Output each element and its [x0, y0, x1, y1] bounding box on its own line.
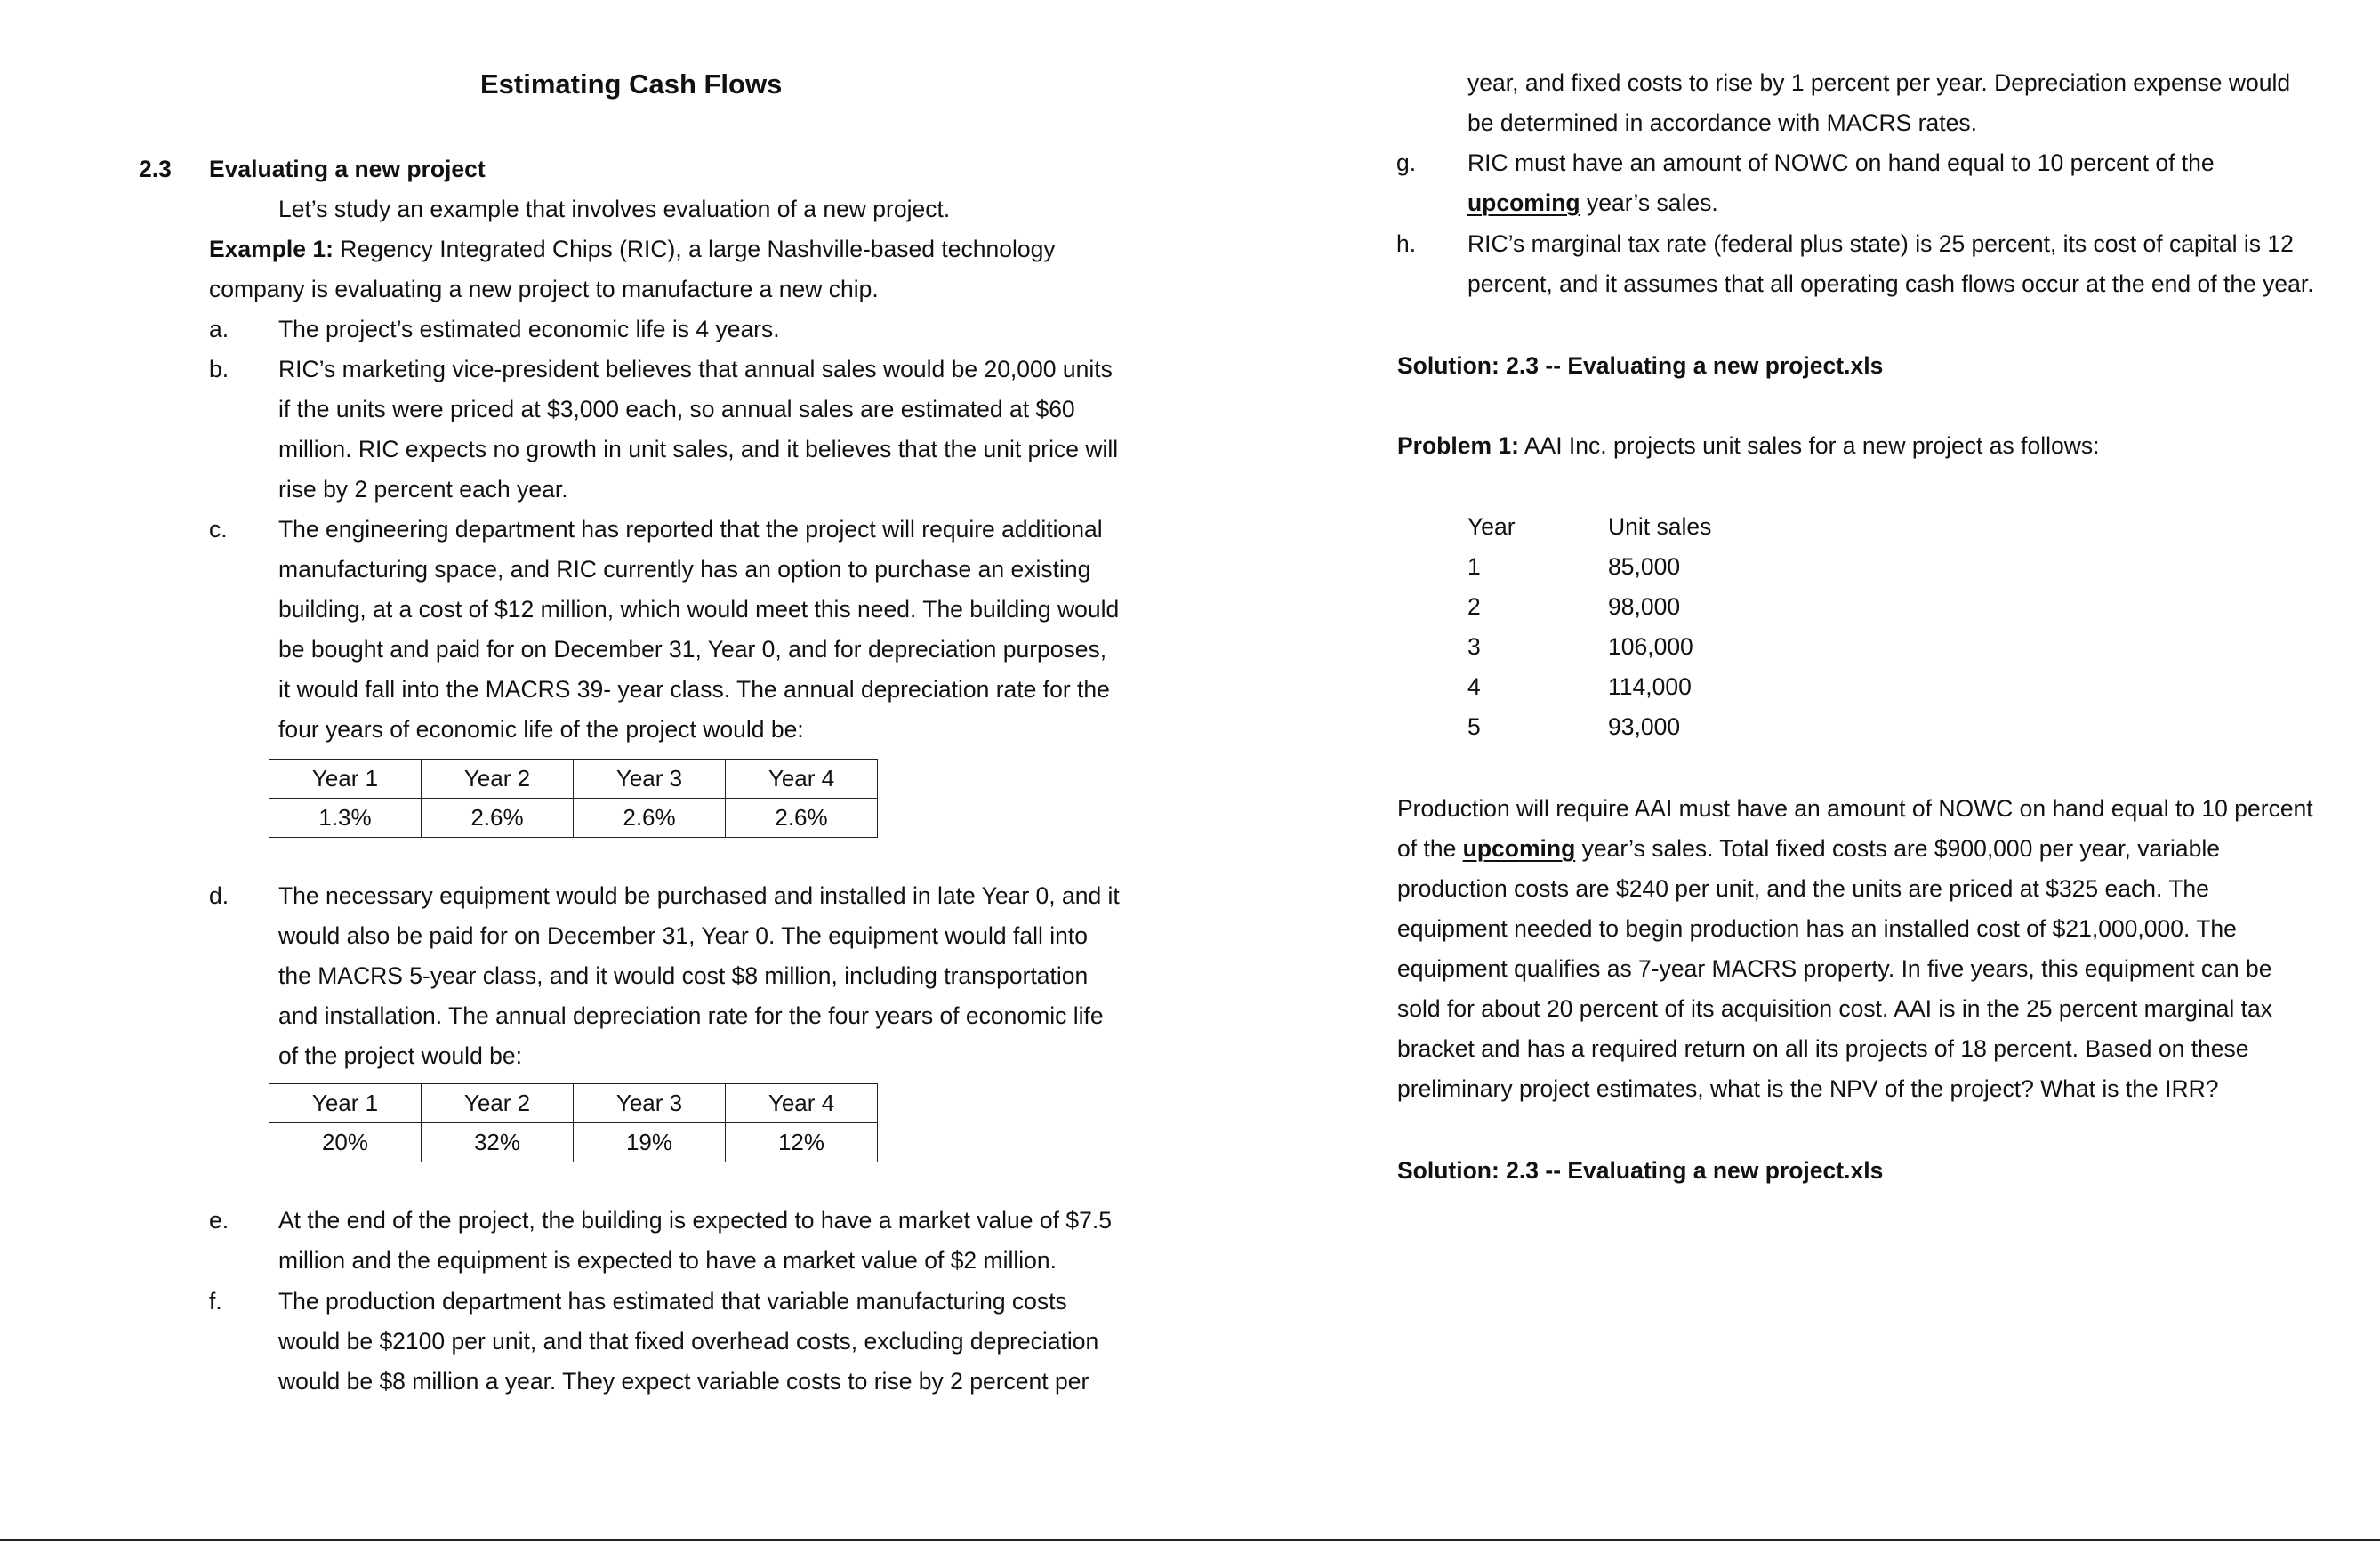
item-b-marker: b. — [209, 356, 229, 382]
problem-line: equipment qualifies as 7-year MACRS property. In five years, this equipment can be — [1397, 955, 2272, 982]
item-b-line: if the units were priced at $3,000 each, so annual sales are estimated at $60 — [278, 396, 1075, 422]
table-header-cell: Year 1 — [269, 1084, 422, 1123]
table-row — [1467, 587, 1823, 627]
item-b-line: million. RIC expects no growth in unit sales, and it believes that the unit price will — [278, 436, 1119, 462]
item-e-marker: e. — [209, 1207, 229, 1234]
problem-line: production costs are $240 per unit, and the units are priced at $325 each. The — [1397, 875, 2209, 902]
table-cell: 2.6% — [574, 799, 726, 838]
upcoming-emphasis: upcoming — [1467, 189, 1580, 216]
item-c-line: it would fall into the MACRS 39- year class. The annual depreciation rate for the — [278, 676, 1110, 703]
table-header-row — [269, 760, 878, 799]
item-g-text — [1467, 143, 2215, 223]
item-a-marker: a. — [209, 316, 229, 342]
item-f-line: The production department has estimated that variable manufacturing costs — [278, 1288, 1067, 1315]
problem-intro-text: AAI Inc. projects unit sales for a new project as follows: — [1518, 432, 2100, 459]
item-c-line: building, at a cost of $12 million, which would meet this need. The building would — [278, 596, 1120, 623]
problem-line: sold for about 20 percent of its acquisition cost. AAI is in the 25 percent marginal tax — [1397, 995, 2272, 1022]
item-b-line: RIC’s marketing vice-president believes that annual sales would be 20,000 units — [278, 356, 1113, 382]
item-e-text — [278, 1201, 1112, 1281]
table-cell: 1.3% — [269, 799, 422, 838]
table-header-cell: Year — [1467, 513, 1516, 540]
table-header-row — [269, 1084, 878, 1123]
section-heading: Evaluating a new project — [209, 156, 486, 182]
table-cell: 106,000 — [1608, 633, 1693, 660]
item-c-marker: c. — [209, 516, 228, 543]
table-cell: 98,000 — [1608, 593, 1681, 620]
table-header-cell: Year 3 — [574, 760, 726, 799]
example-line-1 — [209, 229, 1056, 269]
item-e-line: million and the equipment is expected to have a market value of $2 million. — [278, 1247, 1057, 1274]
solution-file: : 2.3 -- Evaluating a new project.xls — [1491, 352, 1884, 379]
problem-line-pre: of the — [1397, 835, 1463, 862]
table-row — [1467, 547, 1823, 587]
table-header-cell: Year 4 — [726, 760, 878, 799]
solution-file: : 2.3 -- Evaluating a new project.xls — [1491, 1157, 1884, 1184]
item-g-marker: g. — [1396, 149, 1417, 176]
table-header-cell: Year 4 — [726, 1084, 878, 1123]
item-c-text — [278, 510, 1119, 750]
item-h-line: percent, and it assumes that all operating cash flows occur at the end of the year. — [1467, 270, 2314, 297]
table-header-row — [1467, 507, 1823, 547]
problem-line — [1397, 829, 2313, 869]
table-cell: 32% — [422, 1123, 574, 1162]
problem-label: Problem 1: — [1397, 432, 1519, 459]
item-c-line: manufacturing space, and RIC currently has an option to purchase an existing — [278, 556, 1091, 583]
table-row — [1467, 627, 1823, 667]
table-cell: 2.6% — [726, 799, 878, 838]
problem-line: Production will require AAI must have an amount of NOWC on hand equal to 10 percent — [1397, 795, 2313, 822]
table-header-cell: Year 2 — [422, 760, 574, 799]
table-cell: 2.6% — [422, 799, 574, 838]
item-f-line: be determined in accordance with MACRS rates. — [1467, 109, 1977, 136]
problem-line: preliminary project estimates, what is the NPV of the project? What is the IRR? — [1397, 1075, 2219, 1102]
item-a-line: The project’s estimated economic life is 4 years. — [278, 316, 780, 342]
item-g-line — [1467, 183, 2215, 223]
item-g-rest: year’s sales. — [1580, 189, 1718, 216]
table-cell: 19% — [574, 1123, 726, 1162]
example-text-1: Regency Integrated Chips (RIC), a large Nashville-based technology — [333, 236, 1056, 262]
item-g-line: RIC must have an amount of NOWC on hand equal to 10 percent of the — [1467, 149, 2215, 176]
item-b-line: rise by 2 percent each year. — [278, 476, 568, 503]
item-b-text — [278, 350, 1118, 510]
problem-line-post: year’s sales. Total fixed costs are $900,000 per year, variable — [1575, 835, 2221, 862]
table-cell: 3 — [1467, 633, 1481, 660]
item-h-text — [1467, 224, 2314, 304]
unit-sales-table — [1467, 507, 1823, 747]
example-label: Example 1: — [209, 236, 334, 262]
solution-1 — [1397, 346, 1883, 386]
solution-label: Solution — [1397, 352, 1492, 379]
problem-paragraph — [1397, 789, 2313, 1109]
section-number: 2.3 — [139, 156, 172, 182]
example-line-2: company is evaluating a new project to manufacture a new chip. — [209, 276, 879, 302]
item-f-marker: f. — [209, 1288, 222, 1315]
page-title: Estimating Cash Flows — [480, 68, 783, 100]
table-header-cell: Year 2 — [422, 1084, 574, 1123]
table-row — [1467, 707, 1823, 747]
table-cell: 114,000 — [1608, 673, 1692, 700]
problem-line: bracket and has a required return on all its projects of 18 percent. Based on these — [1397, 1035, 2249, 1062]
table-cell: 20% — [269, 1123, 422, 1162]
item-c-line: The engineering department has reported that the project will require additional — [278, 516, 1103, 543]
solution-2 — [1397, 1151, 1883, 1191]
item-f-line: year, and fixed costs to rise by 1 percent per year. Depreciation expense would — [1467, 69, 2291, 96]
item-f-line: would be $8 million a year. They expect variable costs to rise by 2 percent per — [278, 1368, 1089, 1395]
item-d-line: The necessary equipment would be purchased and installed in late Year 0, and it — [278, 882, 1120, 909]
table-cell: 93,000 — [1608, 713, 1681, 740]
item-d-text — [278, 876, 1120, 1076]
table-row — [269, 1123, 878, 1162]
equipment-depreciation-table — [269, 1083, 878, 1162]
item-c-line: four years of economic life of the project would be: — [278, 716, 804, 743]
item-h-line: RIC’s marginal tax rate (federal plus state) is 25 percent, its cost of capital is 12 — [1467, 230, 2294, 257]
item-c-line: be bought and paid for on December 31, Year 0, and for depreciation purposes, — [278, 636, 1107, 663]
table-cell: 5 — [1467, 713, 1481, 740]
table-row — [1467, 667, 1823, 707]
table-cell: 12% — [726, 1123, 878, 1162]
item-e-line: At the end of the project, the building is expected to have a market value of $7.5 — [278, 1207, 1112, 1234]
page-bottom-border — [0, 1539, 2380, 1541]
table-cell: 2 — [1467, 593, 1481, 620]
table-header-cell: Year 1 — [269, 760, 422, 799]
item-f-text — [278, 1282, 1098, 1402]
problem-1-intro — [1397, 426, 2099, 466]
item-f-line: would be $2100 per unit, and that fixed overhead costs, excluding depreciation — [278, 1328, 1099, 1355]
item-d-line: the MACRS 5-year class, and it would cost $8 million, including transportation — [278, 962, 1089, 989]
item-f-continued — [1467, 63, 2290, 143]
upcoming-emphasis: upcoming — [1462, 835, 1576, 862]
table-header-cell: Unit sales — [1608, 513, 1712, 540]
item-d-line: of the project would be: — [278, 1042, 523, 1069]
solution-label: Solution — [1397, 1157, 1492, 1184]
problem-line: equipment needed to begin production has an installed cost of $21,000,000. The — [1397, 915, 2237, 942]
item-d-line: would also be paid for on December 31, Year 0. The equipment would fall into — [278, 922, 1088, 949]
table-cell: 4 — [1467, 673, 1481, 700]
table-header-cell: Year 3 — [574, 1084, 726, 1123]
table-row — [269, 799, 878, 838]
table-cell: 1 — [1467, 553, 1481, 580]
item-h-marker: h. — [1396, 230, 1417, 257]
building-depreciation-table — [269, 759, 878, 838]
item-d-marker: d. — [209, 882, 229, 909]
item-d-line: and installation. The annual depreciation rate for the four years of economic life — [278, 1002, 1104, 1029]
section-intro: Let’s study an example that involves evaluation of a new project. — [278, 196, 951, 222]
table-cell: 85,000 — [1608, 553, 1681, 580]
